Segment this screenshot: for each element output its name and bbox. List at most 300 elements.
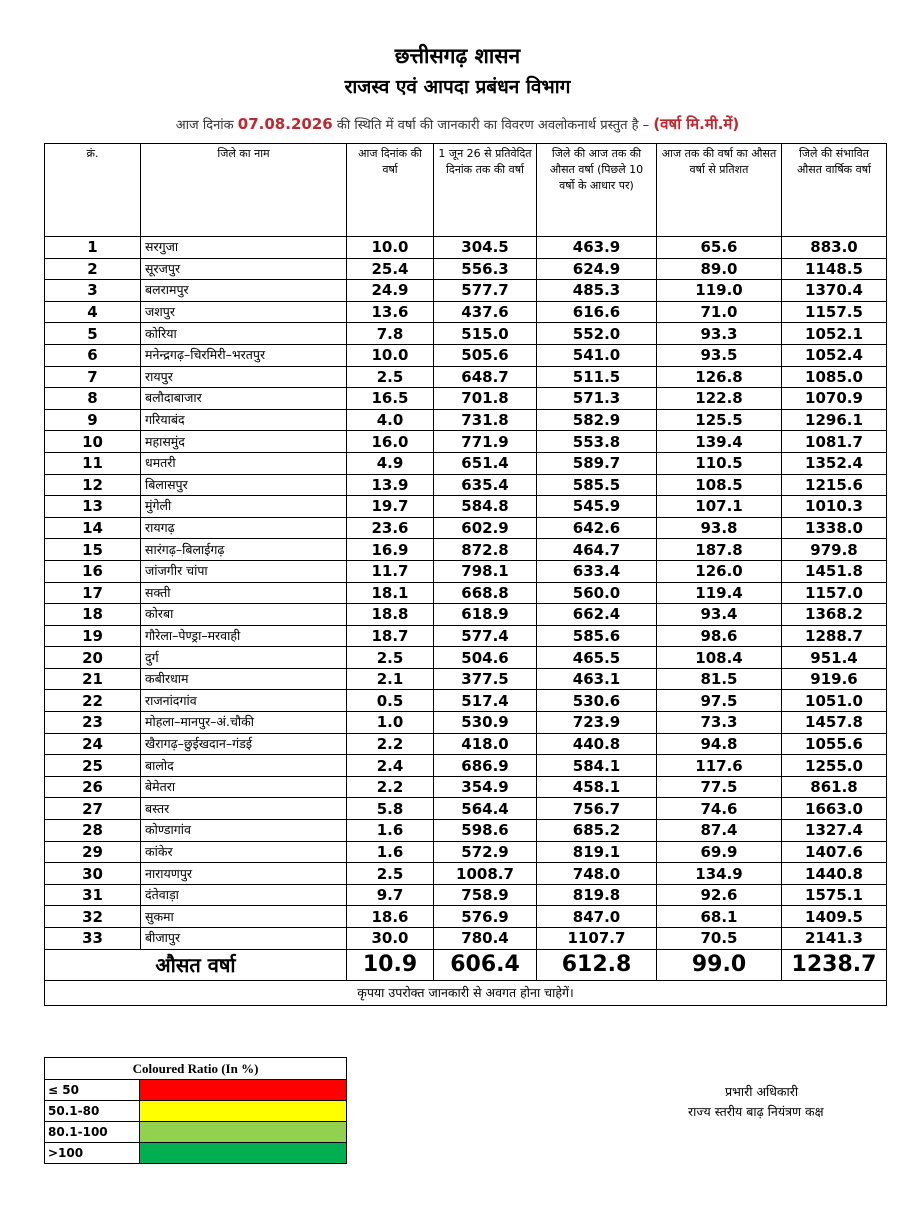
today-rain-cell: 4.9 [347, 452, 434, 474]
district-name-cell: कोरबा [141, 604, 347, 626]
district-name-cell: जांजगीर चांपा [141, 560, 347, 582]
legend-color-swatch [140, 1122, 347, 1143]
district-name-cell: बलौदाबाजार [141, 388, 347, 410]
average-rain-cell: 819.8 [537, 884, 657, 906]
annual-average-cell: 951.4 [782, 647, 887, 669]
district-name-cell: मुंगेली [141, 496, 347, 518]
legend-row [45, 1101, 347, 1122]
table-row [45, 733, 887, 755]
district-name-cell: गौरेला–पेण्ड्रा–मरवाही [141, 625, 347, 647]
cumulative-rain-cell: 598.6 [434, 820, 537, 842]
annual-average-cell: 1338.0 [782, 517, 887, 539]
cumulative-rain-cell: 648.7 [434, 366, 537, 388]
note-row [45, 980, 887, 1005]
today-rain-cell: 11.7 [347, 560, 434, 582]
subtitle-middle: की स्थिति में वर्षा की जानकारी का विवरण अवलोकनार्थ प्रस्तुत है – [336, 118, 650, 133]
today-rain-cell: 1.0 [347, 712, 434, 734]
today-rain-cell: 18.6 [347, 906, 434, 928]
annual-average-cell: 861.8 [782, 776, 887, 798]
percent-cell: 119.4 [657, 582, 782, 604]
serial-cell: 16 [45, 560, 141, 582]
legend-color-swatch [140, 1101, 347, 1122]
district-name-cell: कांकेर [141, 841, 347, 863]
percent-cell: 126.0 [657, 560, 782, 582]
today-rain-cell: 9.7 [347, 884, 434, 906]
legend-color-swatch [140, 1143, 347, 1164]
cumulative-rain-cell: 437.6 [434, 301, 537, 323]
serial-cell: 20 [45, 647, 141, 669]
table-row [45, 280, 887, 302]
percent-cell: 187.8 [657, 539, 782, 561]
legend-range-label: 80.1-100 [45, 1122, 140, 1143]
district-name-cell: बालोद [141, 755, 347, 777]
serial-cell: 32 [45, 906, 141, 928]
cumulative-rain-cell: 780.4 [434, 928, 537, 950]
table-row [45, 776, 887, 798]
average-rain-cell: 685.2 [537, 820, 657, 842]
percent-cell: 93.5 [657, 344, 782, 366]
district-name-cell: मनेन्द्रगढ़–चिरमिरी–भरतपुर [141, 344, 347, 366]
col-header-district: जिले का नाम [141, 144, 347, 237]
average-rain-cell: 511.5 [537, 366, 657, 388]
annual-average-cell: 1052.1 [782, 323, 887, 345]
cumulative-rain-cell: 517.4 [434, 690, 537, 712]
district-name-cell: धमतरी [141, 452, 347, 474]
table-row [45, 820, 887, 842]
serial-cell: 6 [45, 344, 141, 366]
serial-cell: 4 [45, 301, 141, 323]
percent-cell: 107.1 [657, 496, 782, 518]
today-rain-cell: 5.8 [347, 798, 434, 820]
district-name-cell: बीजापुर [141, 928, 347, 950]
average-rain-cell: 440.8 [537, 733, 657, 755]
average-rain-cell: 560.0 [537, 582, 657, 604]
today-rain-cell: 10.0 [347, 237, 434, 259]
col-header-annual-average: जिले की संभावित औसत वार्षिक वर्षा [782, 144, 887, 237]
percent-cell: 69.9 [657, 841, 782, 863]
annual-average-cell: 1288.7 [782, 625, 887, 647]
annual-average-cell: 1440.8 [782, 863, 887, 885]
district-name-cell: रायपुर [141, 366, 347, 388]
signature-designation: प्रभारी अधिकारी [725, 1084, 799, 1099]
table-row [45, 841, 887, 863]
district-name-cell: बिलासपुर [141, 474, 347, 496]
serial-cell: 28 [45, 820, 141, 842]
col-header-percent: आज तक की वर्षा का औसत वर्षा से प्रतिशत [657, 144, 782, 237]
percent-cell: 125.5 [657, 409, 782, 431]
legend-row [45, 1080, 347, 1101]
table-row [45, 431, 887, 453]
average-rain-cell: 662.4 [537, 604, 657, 626]
table-row [45, 517, 887, 539]
table-row [45, 452, 887, 474]
average-rain-cell: 616.6 [537, 301, 657, 323]
legend-range-label: ≤ 50 [45, 1080, 140, 1101]
average-rain-cell: 458.1 [537, 776, 657, 798]
table-row [45, 539, 887, 561]
report-subtitle [0, 114, 915, 134]
table-row [45, 928, 887, 950]
district-name-cell: बेमेतरा [141, 776, 347, 798]
district-name-cell: दंतेवाड़ा [141, 884, 347, 906]
page-title: छत्तीसगढ़ शासन [394, 44, 521, 68]
district-name-cell: मोहला–मानपुर–अं.चौकी [141, 712, 347, 734]
annual-average-cell: 1010.3 [782, 496, 887, 518]
district-name-cell: महासमुंद [141, 431, 347, 453]
serial-cell: 1 [45, 237, 141, 259]
cumulative-rain-cell: 731.8 [434, 409, 537, 431]
district-name-cell: कोरिया [141, 323, 347, 345]
average-rain-cell: 585.6 [537, 625, 657, 647]
average-rain-cell: 589.7 [537, 452, 657, 474]
serial-cell: 25 [45, 755, 141, 777]
cumulative-rain-cell: 686.9 [434, 755, 537, 777]
table-row [45, 366, 887, 388]
today-rain-cell: 2.5 [347, 366, 434, 388]
today-rain-cell: 4.0 [347, 409, 434, 431]
average-rain-cell: 465.5 [537, 647, 657, 669]
annual-average-cell: 1409.5 [782, 906, 887, 928]
serial-cell: 30 [45, 863, 141, 885]
percent-cell: 70.5 [657, 928, 782, 950]
table-row [45, 884, 887, 906]
col-header-today-rain: आज दिनांक की वर्षा [347, 144, 434, 237]
table-row [45, 474, 887, 496]
percent-cell: 92.6 [657, 884, 782, 906]
average-rain-cell: 756.7 [537, 798, 657, 820]
legend-range-label: >100 [45, 1143, 140, 1164]
today-rain-cell: 2.5 [347, 863, 434, 885]
annual-average-cell: 979.8 [782, 539, 887, 561]
colour-legend [44, 1057, 347, 1164]
annual-average-cell: 2141.3 [782, 928, 887, 950]
cumulative-rain-cell: 602.9 [434, 517, 537, 539]
percent-cell: 97.5 [657, 690, 782, 712]
serial-cell: 14 [45, 517, 141, 539]
district-name-cell: सारंगढ़–बिलाईगढ़ [141, 539, 347, 561]
annual-average-cell: 1451.8 [782, 560, 887, 582]
average-rain-cell: 552.0 [537, 323, 657, 345]
cumulative-rain-cell: 504.6 [434, 647, 537, 669]
average-rain-cell: 530.6 [537, 690, 657, 712]
percent-cell: 108.4 [657, 647, 782, 669]
percent-cell: 139.4 [657, 431, 782, 453]
serial-cell: 2 [45, 258, 141, 280]
district-name-cell: सुकमा [141, 906, 347, 928]
cumulative-rain-cell: 515.0 [434, 323, 537, 345]
percent-cell: 134.9 [657, 863, 782, 885]
cumulative-rain-cell: 577.7 [434, 280, 537, 302]
cumulative-rain-cell: 1008.7 [434, 863, 537, 885]
table-row [45, 301, 887, 323]
today-rain-cell: 16.9 [347, 539, 434, 561]
serial-cell: 19 [45, 625, 141, 647]
table-row [45, 712, 887, 734]
serial-cell: 22 [45, 690, 141, 712]
percent-cell: 89.0 [657, 258, 782, 280]
report-date: 07.08.2026 [237, 115, 333, 133]
cumulative-rain-cell: 530.9 [434, 712, 537, 734]
average-today: 10.9 [347, 949, 434, 980]
cumulative-rain-cell: 798.1 [434, 560, 537, 582]
percent-cell: 87.4 [657, 820, 782, 842]
annual-average-cell: 1368.2 [782, 604, 887, 626]
average-rain-cell: 463.1 [537, 668, 657, 690]
district-name-cell: बलरामपुर [141, 280, 347, 302]
serial-cell: 17 [45, 582, 141, 604]
table-row [45, 604, 887, 626]
average-rain-cell: 1107.7 [537, 928, 657, 950]
today-rain-cell: 1.6 [347, 841, 434, 863]
table-row [45, 344, 887, 366]
today-rain-cell: 1.6 [347, 820, 434, 842]
cumulative-rain-cell: 651.4 [434, 452, 537, 474]
serial-cell: 21 [45, 668, 141, 690]
percent-cell: 93.8 [657, 517, 782, 539]
signature-office: राज्य स्तरीय बाढ़ नियंत्रण कक्ष [688, 1104, 824, 1119]
serial-cell: 13 [45, 496, 141, 518]
annual-average-cell: 1070.9 [782, 388, 887, 410]
legend-title: Coloured Ratio (In %) [45, 1058, 347, 1080]
table-row [45, 496, 887, 518]
annual-average-cell: 1081.7 [782, 431, 887, 453]
average-rain-cell: 633.4 [537, 560, 657, 582]
district-name-cell: सूरजपुर [141, 258, 347, 280]
annual-average-cell: 1370.4 [782, 280, 887, 302]
today-rain-cell: 2.4 [347, 755, 434, 777]
col-header-average-rain: जिले की आज तक की औसत वर्षा (पिछले 10 वर्षो के आधार पर) [537, 144, 657, 237]
today-rain-cell: 16.5 [347, 388, 434, 410]
annual-average-cell: 1255.0 [782, 755, 887, 777]
annual-average-cell: 1215.6 [782, 474, 887, 496]
serial-cell: 27 [45, 798, 141, 820]
serial-cell: 15 [45, 539, 141, 561]
serial-cell: 26 [45, 776, 141, 798]
percent-cell: 93.4 [657, 604, 782, 626]
serial-cell: 11 [45, 452, 141, 474]
cumulative-rain-cell: 418.0 [434, 733, 537, 755]
today-rain-cell: 2.1 [347, 668, 434, 690]
percent-cell: 98.6 [657, 625, 782, 647]
table-row [45, 798, 887, 820]
cumulative-rain-cell: 618.9 [434, 604, 537, 626]
average-percent: 99.0 [657, 949, 782, 980]
annual-average-cell: 1085.0 [782, 366, 887, 388]
serial-cell: 3 [45, 280, 141, 302]
cumulative-rain-cell: 584.8 [434, 496, 537, 518]
average-normal: 612.8 [537, 949, 657, 980]
average-rain-cell: 642.6 [537, 517, 657, 539]
district-name-cell: कबीरधाम [141, 668, 347, 690]
annual-average-cell: 1157.5 [782, 301, 887, 323]
rainfall-table [44, 143, 887, 1006]
percent-cell: 126.8 [657, 366, 782, 388]
department-title: राजस्व एवं आपदा प्रबंधन विभाग [344, 76, 571, 98]
average-rain-cell: 553.8 [537, 431, 657, 453]
today-rain-cell: 10.0 [347, 344, 434, 366]
table-row [45, 906, 887, 928]
district-name-cell: खैरागढ़–छुईखदान–गंडई [141, 733, 347, 755]
average-rain-cell: 624.9 [537, 258, 657, 280]
average-rain-cell: 571.3 [537, 388, 657, 410]
average-rain-cell: 847.0 [537, 906, 657, 928]
today-rain-cell: 23.6 [347, 517, 434, 539]
today-rain-cell: 18.1 [347, 582, 434, 604]
percent-cell: 117.6 [657, 755, 782, 777]
serial-cell: 7 [45, 366, 141, 388]
table-row [45, 863, 887, 885]
district-name-cell: सक्ती [141, 582, 347, 604]
district-name-cell: राजनांदगांव [141, 690, 347, 712]
annual-average-cell: 1327.4 [782, 820, 887, 842]
table-row [45, 755, 887, 777]
cumulative-rain-cell: 304.5 [434, 237, 537, 259]
serial-cell: 8 [45, 388, 141, 410]
annual-average-cell: 919.6 [782, 668, 887, 690]
annual-average-cell: 1157.0 [782, 582, 887, 604]
average-rain-cell: 541.0 [537, 344, 657, 366]
cumulative-rain-cell: 701.8 [434, 388, 537, 410]
serial-cell: 12 [45, 474, 141, 496]
legend-row [45, 1122, 347, 1143]
today-rain-cell: 7.8 [347, 323, 434, 345]
cumulative-rain-cell: 758.9 [434, 884, 537, 906]
district-name-cell: कोण्डागांव [141, 820, 347, 842]
cumulative-rain-cell: 576.9 [434, 906, 537, 928]
serial-cell: 24 [45, 733, 141, 755]
serial-cell: 31 [45, 884, 141, 906]
average-rain-cell: 819.1 [537, 841, 657, 863]
today-rain-cell: 24.9 [347, 280, 434, 302]
average-rain-cell: 545.9 [537, 496, 657, 518]
percent-cell: 74.6 [657, 798, 782, 820]
average-rain-cell: 464.7 [537, 539, 657, 561]
average-rain-cell: 584.1 [537, 755, 657, 777]
table-row [45, 582, 887, 604]
table-row [45, 690, 887, 712]
today-rain-cell: 13.9 [347, 474, 434, 496]
table-row [45, 409, 887, 431]
cumulative-rain-cell: 564.4 [434, 798, 537, 820]
average-annual: 1238.7 [782, 949, 887, 980]
percent-cell: 65.6 [657, 237, 782, 259]
cumulative-rain-cell: 556.3 [434, 258, 537, 280]
table-row [45, 388, 887, 410]
today-rain-cell: 18.8 [347, 604, 434, 626]
col-header-serial: क्रं. [45, 144, 141, 237]
percent-cell: 73.3 [657, 712, 782, 734]
percent-cell: 81.5 [657, 668, 782, 690]
percent-cell: 94.8 [657, 733, 782, 755]
table-row [45, 560, 887, 582]
percent-cell: 93.3 [657, 323, 782, 345]
average-rain-cell: 723.9 [537, 712, 657, 734]
table-header-row [45, 144, 887, 237]
legend-range-label: 50.1-80 [45, 1101, 140, 1122]
percent-cell: 68.1 [657, 906, 782, 928]
table-row [45, 647, 887, 669]
cumulative-rain-cell: 377.5 [434, 668, 537, 690]
today-rain-cell: 18.7 [347, 625, 434, 647]
district-name-cell: जशपुर [141, 301, 347, 323]
table-row [45, 323, 887, 345]
today-rain-cell: 16.0 [347, 431, 434, 453]
annual-average-cell: 1051.0 [782, 690, 887, 712]
table-row [45, 237, 887, 259]
cumulative-rain-cell: 872.8 [434, 539, 537, 561]
table-row [45, 625, 887, 647]
serial-cell: 33 [45, 928, 141, 950]
legend-row [45, 1143, 347, 1164]
average-rain-cell: 463.9 [537, 237, 657, 259]
annual-average-cell: 1052.4 [782, 344, 887, 366]
district-name-cell: दुर्ग [141, 647, 347, 669]
serial-cell: 10 [45, 431, 141, 453]
unit-label: (वर्षा मि.मी.में) [653, 115, 740, 133]
today-rain-cell: 19.7 [347, 496, 434, 518]
serial-cell: 23 [45, 712, 141, 734]
district-name-cell: नारायणपुर [141, 863, 347, 885]
cumulative-rain-cell: 577.4 [434, 625, 537, 647]
cumulative-rain-cell: 668.8 [434, 582, 537, 604]
subtitle-prefix: आज दिनांक [175, 118, 234, 133]
district-name-cell: रायगढ़ [141, 517, 347, 539]
cumulative-rain-cell: 771.9 [434, 431, 537, 453]
today-rain-cell: 2.5 [347, 647, 434, 669]
table-row [45, 258, 887, 280]
col-header-cumulative-rain: 1 जून 26 से प्रतिवेदित दिनांक तक की वर्षा [434, 144, 537, 237]
district-name-cell: सरगुजा [141, 237, 347, 259]
percent-cell: 108.5 [657, 474, 782, 496]
cumulative-rain-cell: 505.6 [434, 344, 537, 366]
serial-cell: 29 [45, 841, 141, 863]
annual-average-cell: 1663.0 [782, 798, 887, 820]
average-label: औसत वर्षा [45, 949, 347, 980]
annual-average-cell: 1575.1 [782, 884, 887, 906]
annual-average-cell: 1055.6 [782, 733, 887, 755]
cumulative-rain-cell: 354.9 [434, 776, 537, 798]
today-rain-cell: 2.2 [347, 733, 434, 755]
average-rain-cell: 485.3 [537, 280, 657, 302]
legend-header-row [45, 1058, 347, 1080]
serial-cell: 5 [45, 323, 141, 345]
legend-color-swatch [140, 1080, 347, 1101]
annual-average-cell: 1457.8 [782, 712, 887, 734]
today-rain-cell: 13.6 [347, 301, 434, 323]
note-text: कृपया उपरोक्त जानकारी से अवगत होना चाहेगें। [45, 980, 887, 1005]
average-rain-cell: 748.0 [537, 863, 657, 885]
today-rain-cell: 0.5 [347, 690, 434, 712]
cumulative-rain-cell: 572.9 [434, 841, 537, 863]
today-rain-cell: 2.2 [347, 776, 434, 798]
table-row [45, 668, 887, 690]
today-rain-cell: 25.4 [347, 258, 434, 280]
average-rain-cell: 585.5 [537, 474, 657, 496]
average-rain-cell: 582.9 [537, 409, 657, 431]
cumulative-rain-cell: 635.4 [434, 474, 537, 496]
annual-average-cell: 1148.5 [782, 258, 887, 280]
annual-average-cell: 883.0 [782, 237, 887, 259]
percent-cell: 77.5 [657, 776, 782, 798]
average-row [45, 949, 887, 980]
percent-cell: 119.0 [657, 280, 782, 302]
district-name-cell: बस्तर [141, 798, 347, 820]
annual-average-cell: 1296.1 [782, 409, 887, 431]
annual-average-cell: 1407.6 [782, 841, 887, 863]
percent-cell: 71.0 [657, 301, 782, 323]
serial-cell: 18 [45, 604, 141, 626]
annual-average-cell: 1352.4 [782, 452, 887, 474]
